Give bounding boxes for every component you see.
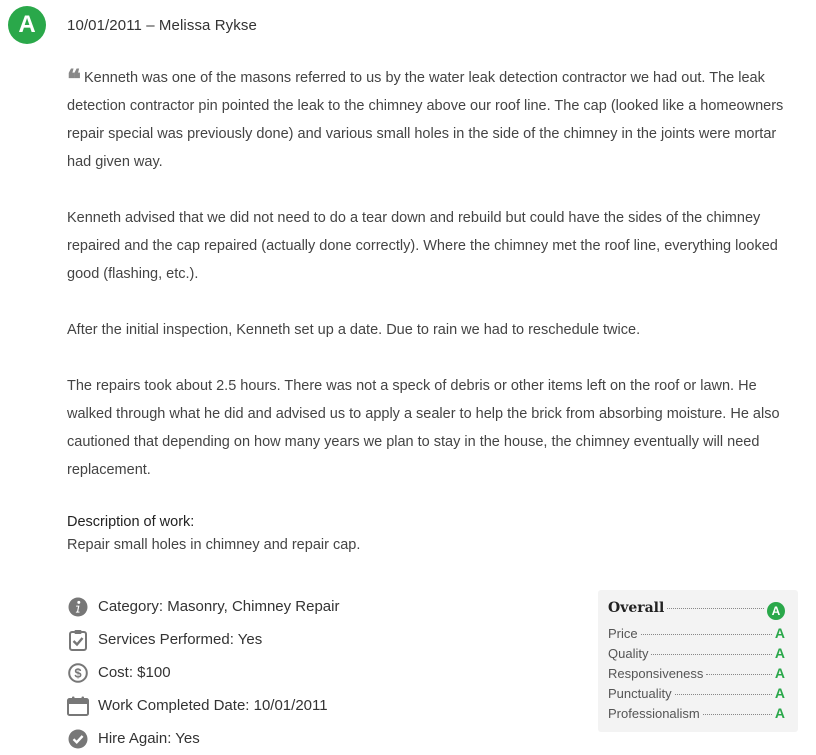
grade-value: A <box>774 665 785 681</box>
grade-label: Professionalism <box>608 706 700 721</box>
dotted-leader <box>667 608 764 609</box>
overall-grade-badge: A <box>767 602 785 620</box>
review-paragraph-2: Kenneth advised that we did not need to do a tear down and rebuild but could have the sides of the chimney repaired and the cap repaired (actually done correctly). Where the chimney met the roof line, everything looked good (flashing, etc.). <box>67 210 778 282</box>
grade-value: A <box>774 645 785 661</box>
grade-row-professionalism <box>608 705 785 721</box>
description-title: Description of work: <box>67 514 195 530</box>
grade-label: Price <box>608 626 638 641</box>
grade-value: A <box>774 685 785 701</box>
review-paragraph-3: After the initial inspection, Kenneth set up a date. Due to rain we had to reschedule twice. <box>67 322 641 338</box>
dotted-leader <box>675 694 772 695</box>
info-icon <box>67 596 89 618</box>
detail-completed-date: Work Completed Date: 10/01/2011 <box>67 689 339 722</box>
calendar-icon <box>67 695 89 717</box>
review-details-list <box>67 590 339 755</box>
review-text <box>67 64 803 512</box>
review-date-author: 10/01/2011 – Melissa Rykse <box>67 17 257 34</box>
grade-row-overall <box>608 599 785 617</box>
grades-summary <box>598 590 798 732</box>
grade-row-price <box>608 625 785 641</box>
dotted-leader <box>706 674 771 675</box>
grade-value: A <box>774 705 785 721</box>
dollar-icon <box>67 662 89 684</box>
dotted-leader <box>703 714 772 715</box>
dotted-leader <box>651 654 771 655</box>
grade-value: A <box>774 625 785 641</box>
detail-cost: $ Cost: $100 <box>67 656 339 689</box>
review-paragraph-1: ❝ Kenneth was one of the masons referred to us by the water leak detection contractor we had out. The leak detection contractor pin pointed the leak to the chimney above our roof line. The cap (looked like a homeowners repair special was previously done) and various small holes in the side of the chimney in the joints were mortar had given way. <box>67 65 784 170</box>
grade-label: Quality <box>608 646 649 661</box>
quote-icon: ❝ <box>67 65 81 95</box>
grade-label: Punctuality <box>608 686 672 701</box>
grade-row-punctuality <box>608 685 785 701</box>
description-text: Repair small holes in chimney and repair cap. <box>67 537 361 553</box>
review-grade-badge: A <box>8 6 46 44</box>
overall-label: Overall <box>608 600 665 616</box>
review-paragraph-4: The repairs took about 2.5 hours. There was not a speck of debris or other items left on the roof or lawn. He walked through what he did and advised us to apply a sealer to help the brick from absorbing moisture. He also cautioned that depending on how many years we plan to stay in the house, the chimney eventually will need replacement. <box>67 378 780 478</box>
grade-row-quality <box>608 645 785 661</box>
dotted-leader <box>641 634 772 635</box>
svg-text:$: $ <box>74 665 82 680</box>
grade-label: Responsiveness <box>608 666 704 681</box>
detail-category: Category: Masonry, Chimney Repair <box>67 590 339 623</box>
checkmark-circle-icon <box>67 728 89 750</box>
clipboard-check-icon <box>67 629 89 651</box>
grade-row-responsiveness <box>608 665 785 681</box>
detail-services-performed: Services Performed: Yes <box>67 623 339 656</box>
detail-hire-again: Hire Again: Yes <box>67 722 339 755</box>
